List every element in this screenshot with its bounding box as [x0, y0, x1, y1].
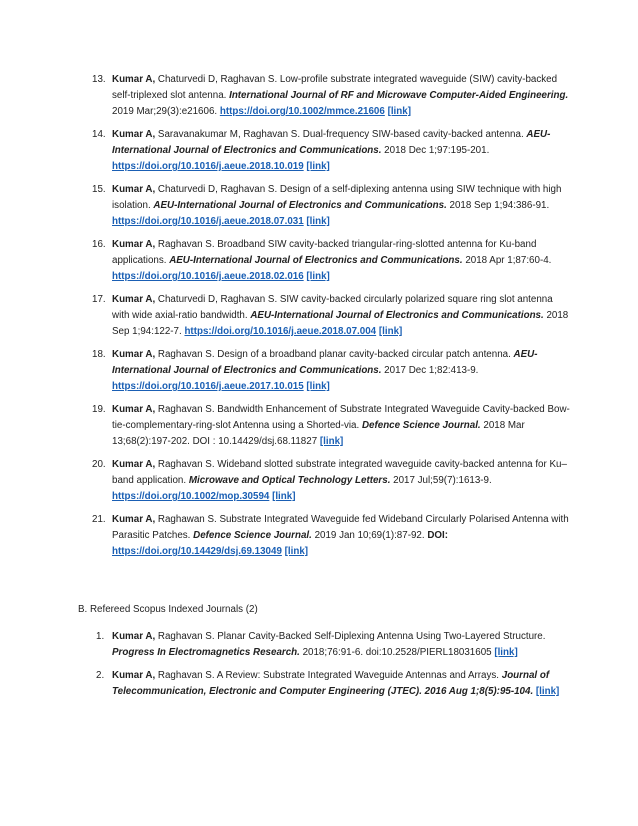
reference-link[interactable]: [link] — [387, 106, 411, 117]
reference-number: 1. — [96, 631, 105, 642]
reference-list-b — [0, 629, 638, 707]
reference-number: 13. — [92, 74, 106, 85]
reference-item — [0, 182, 638, 230]
reference-link[interactable]: [link] — [535, 686, 560, 697]
reference-details: 2018 Mar 13;68(2):197-202. DOI : 10.14429/dsj.68.11827 — [112, 420, 525, 447]
doi-link[interactable]: https://doi.org/10.1016/j.aeue.2018.02.016 — [112, 271, 304, 282]
reference-link[interactable]: [link] — [306, 381, 330, 392]
reference-number: 19. — [92, 404, 106, 415]
reference-text: Raghavan S. Design of a broadband planar cavity-backed circular patch antenna. — [155, 349, 514, 360]
journal-name: AEU-International Journal of Electronics and Communications. — [250, 310, 544, 321]
author-name: Kumar A, — [112, 74, 156, 85]
reference-number: 16. — [92, 239, 106, 250]
reference-item — [0, 457, 638, 505]
reference-text: Raghavan S. Planar Cavity-Backed Self-Diplexing Antenna Using Two-Layered Structure. — [155, 631, 546, 642]
journal-name: AEU-International Journal of Electronics and Communications. — [112, 349, 538, 376]
journal-name: Defence Science Journal. — [361, 420, 481, 431]
reference-link[interactable]: [link] — [306, 271, 330, 282]
doi-link[interactable]: https://doi.org/10.1002/mop.30594 — [112, 491, 270, 502]
reference-link[interactable]: [link] — [319, 436, 344, 447]
author-name: Kumar A, — [112, 294, 156, 305]
reference-item — [0, 347, 638, 395]
reference-item — [0, 127, 638, 175]
reference-text: Chaturvedi D, Raghavan S. SIW cavity-backed circularly polarized square ring slot antenna with wide axial-ratio bandwidth. — [112, 294, 553, 321]
reference-text: Raghavan S. Wideband slotted substrate integrated waveguide cavity-backed antenna for Ku–band application. — [112, 459, 567, 486]
reference-number: 21. — [92, 514, 106, 525]
reference-details: 2018 Dec 1;97:195-201. — [381, 145, 490, 156]
reference-item — [0, 237, 638, 285]
reference-details: 2018 Sep 1;94:386-91. — [446, 200, 550, 211]
reference-number: 15. — [92, 184, 106, 195]
reference-number: 14. — [92, 129, 106, 140]
reference-text: Raghavan S. A Review: Substrate Integrated Waveguide Antennas and Arrays. — [155, 670, 502, 681]
author-name: Kumar A, — [112, 404, 156, 415]
reference-details: 2019 Mar;29(3):e21606. — [112, 106, 220, 117]
reference-details: 2019 Jan 10;69(1):87-92. — [311, 530, 428, 541]
author-name: Kumar A, — [112, 514, 156, 525]
doi-link[interactable]: https://doi.org/10.1002/mmce.21606 — [219, 106, 385, 117]
reference-text: Chaturvedi D, Raghavan S. Design of a self-diplexing antenna using SIW technique with high isolation. — [112, 184, 562, 211]
reference-text: Raghavan S. Broadband SIW cavity-backed triangular-ring-slotted antenna for Ku-band applications. — [112, 239, 537, 266]
reference-details: 2018;76:91-6. doi:10.2528/PIERL18031605 — [299, 647, 495, 658]
reference-item — [0, 668, 638, 700]
reference-number: 18. — [92, 349, 106, 360]
reference-link[interactable]: [link] — [306, 161, 330, 172]
reference-link[interactable]: [link] — [272, 491, 296, 502]
reference-details: 2018 Apr 1;87:60-4. — [462, 255, 552, 266]
journal-name: AEU-International Journal of Electronics and Communications. — [153, 200, 447, 211]
doi-prefix: DOI: — [427, 530, 448, 541]
author-name: Kumar A, — [112, 670, 156, 681]
reference-list-a — [0, 72, 638, 567]
author-name: Kumar A, — [112, 631, 156, 642]
author-name: Kumar A, — [112, 129, 156, 140]
journal-name: AEU-International Journal of Electronics and Communications. — [112, 129, 551, 156]
doi-link[interactable]: https://doi.org/10.1016/j.aeue.2018.10.019 — [112, 161, 304, 172]
reference-number: 17. — [92, 294, 106, 305]
journal-name: Journal of Telecommunication, Electronic and Computer Engineering (JTEC). 2016 Aug 1;8(5):95-104. — [112, 670, 550, 697]
reference-details: 2017 Dec 1;82:413-9. — [381, 365, 479, 376]
reference-item — [0, 402, 638, 450]
doi-link[interactable]: https://doi.org/10.1016/j.aeue.2017.10.015 — [112, 381, 304, 392]
journal-name: International Journal of RF and Microwave Computer-Aided Engineering. — [229, 90, 569, 101]
journal-name: AEU-International Journal of Electronics and Communications. — [169, 255, 463, 266]
reference-text: Saravanakumar M, Raghavan S. Dual-frequency SIW-based cavity-backed antenna. — [155, 129, 527, 140]
reference-details: 2017 Jul;59(7):1613-9. — [390, 475, 492, 486]
section-heading: B. Refereed Scopus Indexed Journals (2) — [78, 604, 258, 615]
reference-item — [0, 629, 638, 661]
doi-link[interactable]: https://doi.org/10.14429/dsj.69.13049 — [112, 546, 282, 557]
reference-item — [0, 72, 638, 120]
reference-text: Raghawan S. Substrate Integrated Waveguide fed Wideband Circularly Polarised Antenna with Parasitic Patches. — [112, 514, 569, 541]
reference-details: 2018 Sep 1;94:122-7. — [112, 310, 569, 337]
journal-name: Defence Science Journal. — [193, 530, 312, 541]
reference-link[interactable]: [link] — [494, 647, 518, 658]
reference-link[interactable]: [link] — [284, 546, 309, 557]
doi-link[interactable]: https://doi.org/10.1016/j.aeue.2018.07.004 — [184, 326, 377, 337]
reference-text: Raghavan S. Bandwidth Enhancement of Substrate Integrated Waveguide Cavity-backed Bow-tie-complementary-ring-slot Antenna using a Shorted-via. — [112, 404, 570, 431]
reference-link[interactable]: [link] — [378, 326, 403, 337]
author-name: Kumar A, — [112, 459, 156, 470]
reference-text: Chaturvedi D, Raghavan S. Low-profile substrate integrated waveguide (SIW) cavity-backed self-triplexed slot antenna. — [112, 74, 558, 101]
reference-number: 2. — [96, 670, 105, 681]
reference-number: 20. — [92, 459, 106, 470]
author-name: Kumar A, — [112, 349, 156, 360]
journal-name: Progress In Electromagnetics Research. — [112, 647, 300, 658]
journal-name: Microwave and Optical Technology Letters. — [188, 475, 391, 486]
author-name: Kumar A, — [112, 239, 156, 250]
reference-item — [0, 292, 638, 340]
reference-item — [0, 512, 638, 560]
author-name: Kumar A, — [112, 184, 156, 195]
doi-link[interactable]: https://doi.org/10.1016/j.aeue.2018.07.031 — [112, 216, 304, 227]
reference-link[interactable]: [link] — [306, 216, 330, 227]
